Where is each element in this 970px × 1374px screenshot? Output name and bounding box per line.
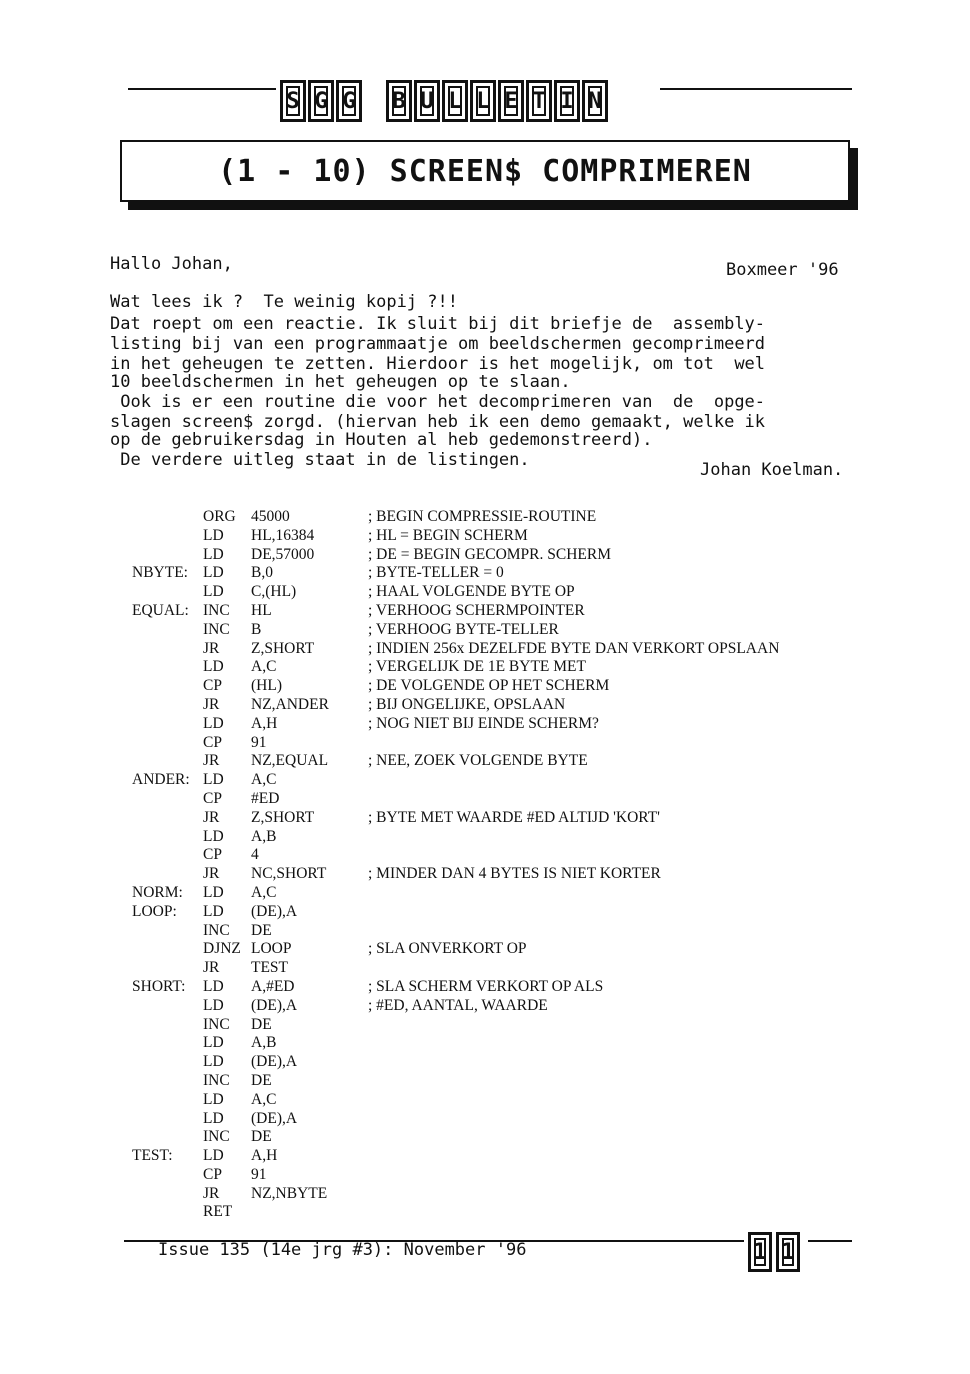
letter-line: op de gebruikersdag in Houten al heb gedemonstreerd). — [110, 430, 653, 450]
letter-line: listing bij van een programmaatje om beeldschermen gecomprimeerd — [110, 334, 766, 354]
letter-line: Dat roept om een reactie. Ik sluit bij dit briefje de assembly- — [110, 314, 766, 334]
letter-place-date: Boxmeer '96 — [726, 260, 839, 280]
article-title: (1 - 10) SCREEN$ COMPRIMEREN — [218, 153, 752, 189]
issue-info: Issue 135 (14e jrg #3): November '96 — [158, 1240, 527, 1260]
masthead-letter: N — [582, 80, 608, 122]
letter-line: slagen screen$ zorgd. (hiervan heb ik een demo gemaakt, welke ik — [110, 412, 766, 432]
masthead-logo — [280, 80, 610, 122]
masthead-letter: I — [554, 80, 580, 122]
letter-line: Ook is er een routine die voor het decomprimeren van de opge- — [110, 392, 766, 412]
masthead-letter: U — [414, 80, 440, 122]
masthead-letter: S — [280, 80, 306, 122]
letter-signature: Johan Koelman. — [700, 460, 844, 480]
masthead-letter: T — [526, 80, 552, 122]
masthead-letter: L — [442, 80, 468, 122]
masthead-letter: E — [498, 80, 524, 122]
headline-box — [120, 140, 850, 202]
letter-greeting: Hallo Johan, — [110, 254, 233, 274]
page-number-digit: 1 — [776, 1232, 800, 1272]
letter-line: 10 beeldschermen in het geheugen op te slaan. — [110, 372, 571, 392]
masthead-rule-right — [660, 88, 852, 90]
masthead-letter: G — [308, 80, 334, 122]
footer-rule-right — [808, 1240, 852, 1242]
masthead-rule-left — [128, 88, 276, 90]
masthead-letter: L — [470, 80, 496, 122]
letter-line: in het geheugen te zetten. Hierdoor is het mogelijk, om tot wel — [110, 354, 766, 374]
letter-line: Wat lees ik ? Te weinig kopij ?!! — [110, 292, 458, 312]
masthead-letter: G — [336, 80, 362, 122]
masthead-letter: B — [386, 80, 412, 122]
page-number-digit: 1 — [748, 1232, 772, 1272]
letter-line: De verdere uitleg staat in de listingen. — [110, 450, 530, 470]
